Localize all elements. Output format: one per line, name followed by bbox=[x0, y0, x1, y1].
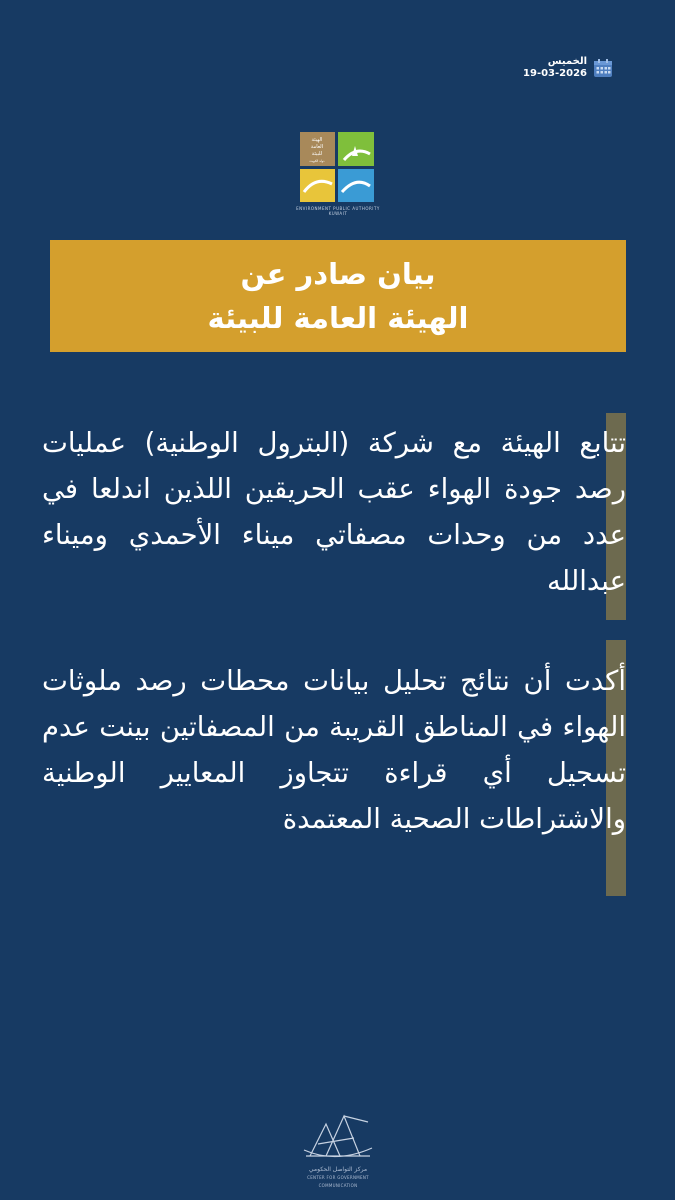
logo-text-2: العامة bbox=[310, 144, 324, 150]
paragraph-2-text: أكدت أن نتائج تحليل بيانات محطات رصد ملوثات الهواء في المناطق القريبة من المصفاتين بينت عدم تسجيل أي قراءة تتجاوز المعايير الوطنية والاشتراطات الصحية المعتمدة bbox=[42, 665, 626, 835]
footer-english: CENTER FOR GOVERNMENT COMMUNICATION bbox=[307, 1175, 369, 1188]
footer-text bbox=[290, 1166, 386, 1190]
logo-text-1: الهيئة bbox=[311, 137, 323, 143]
epa-logo bbox=[300, 132, 374, 202]
gov-communication-logo bbox=[296, 1108, 380, 1164]
calendar-icon bbox=[593, 58, 613, 78]
date-text bbox=[523, 56, 587, 80]
title-line-1: بيان صادر عن bbox=[240, 257, 436, 291]
date-value: 19-03-2026 bbox=[523, 68, 587, 79]
paragraph-2 bbox=[42, 658, 626, 842]
logo-caption: ENVIRONMENT PUBLIC AUTHORITY KUWAIT bbox=[296, 206, 380, 216]
date-day: الخميس bbox=[547, 56, 587, 67]
title-box bbox=[50, 240, 626, 352]
logo-text-3: للبيئة bbox=[311, 151, 323, 157]
paragraph-1 bbox=[42, 420, 626, 604]
date-block bbox=[523, 56, 613, 80]
title-line-2: الهيئة العامة للبيئة bbox=[207, 301, 469, 335]
paragraph-1-text: تتابع الهيئة مع شركة (البترول الوطنية) عمليات رصد جودة الهواء عقب الحريقين اللذين اندلعا في عدد من وحدات مصفاتي ميناء الأحمدي وميناء عبدالله bbox=[42, 427, 626, 597]
footer-arabic: مركز التواصل الحكومي bbox=[308, 1166, 368, 1173]
logo-text-4: دولة الكويت bbox=[309, 159, 325, 163]
